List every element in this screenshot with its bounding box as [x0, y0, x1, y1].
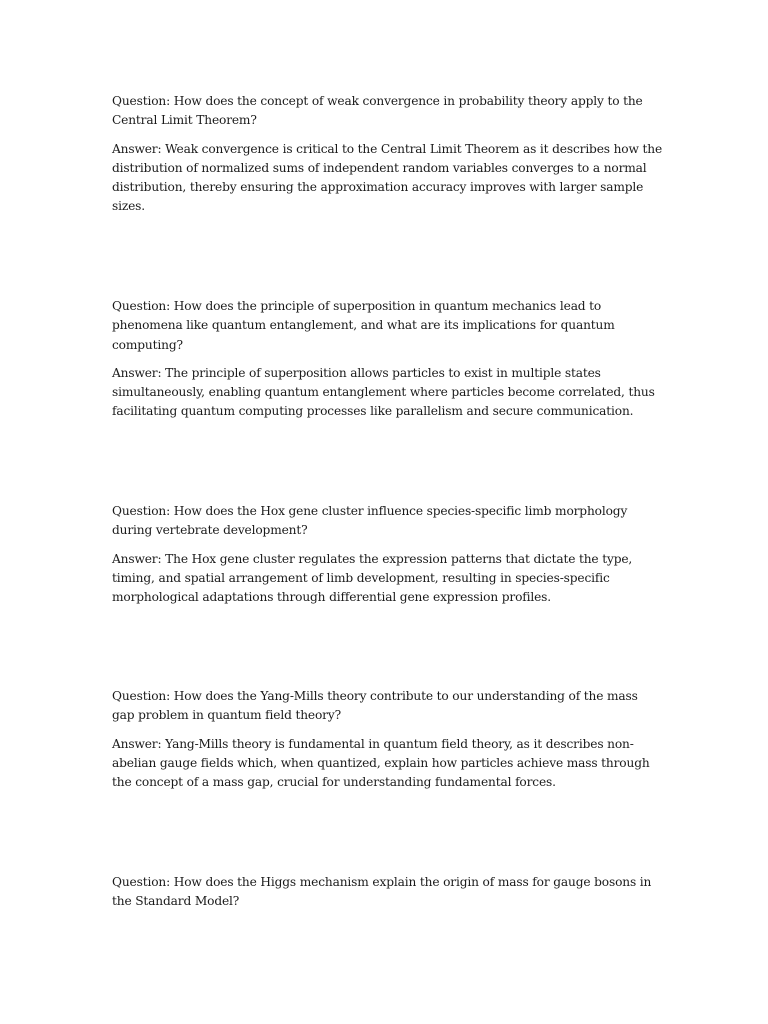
qa-block — [112, 502, 662, 607]
question-text: Question: How does the principle of superposition in quantum mechanics lead to phenomena like quantum entanglement, and what are its implications for quantum computing? — [112, 299, 615, 352]
answer-text: Answer: Yang-Mills theory is fundamental in quantum field theory, as it describes non-abelian gauge fields which, when quantized, explain how particles achieve mass through the concept of a mass gap, crucial for understanding fundamental forces. — [112, 736, 650, 790]
qa-block — [112, 297, 662, 422]
answer-text: Answer: The Hox gene cluster regulates the expression patterns that dictate the type, timing, and spatial arrangement of limb development, resulting in species-specific morphological adaptations through differential gene expression profiles. — [112, 551, 633, 605]
question-text: Question: How does the Yang-Mills theory contribute to our understanding of the mass gap problem in quantum field theory? — [112, 689, 638, 723]
answer-text: Answer: The principle of superposition allows particles to exist in multiple states simultaneously, enabling quantum entanglement where particles become correlated, thus facilitating quantum computing processes like parallelism and secure communication. — [112, 365, 655, 419]
question-text: Question: How does the concept of weak convergence in probability theory apply to the Central Limit Theorem? — [112, 94, 643, 128]
qa-block — [112, 687, 662, 792]
qa-block — [112, 92, 662, 217]
question-text: Question: How does the Higgs mechanism explain the origin of mass for gauge bosons in the Standard Model? — [112, 875, 652, 909]
qa-block — [112, 873, 662, 912]
question-text: Question: How does the Hox gene cluster influence species-specific limb morphology during vertebrate development? — [112, 504, 628, 538]
answer-text: Answer: Weak convergence is critical to the Central Limit Theorem as it describes how the distribution of normalized sums of independent random variables converges to a normal distribution, thereby ensuring the approximation accuracy improves with larger sample sizes. — [112, 141, 663, 214]
